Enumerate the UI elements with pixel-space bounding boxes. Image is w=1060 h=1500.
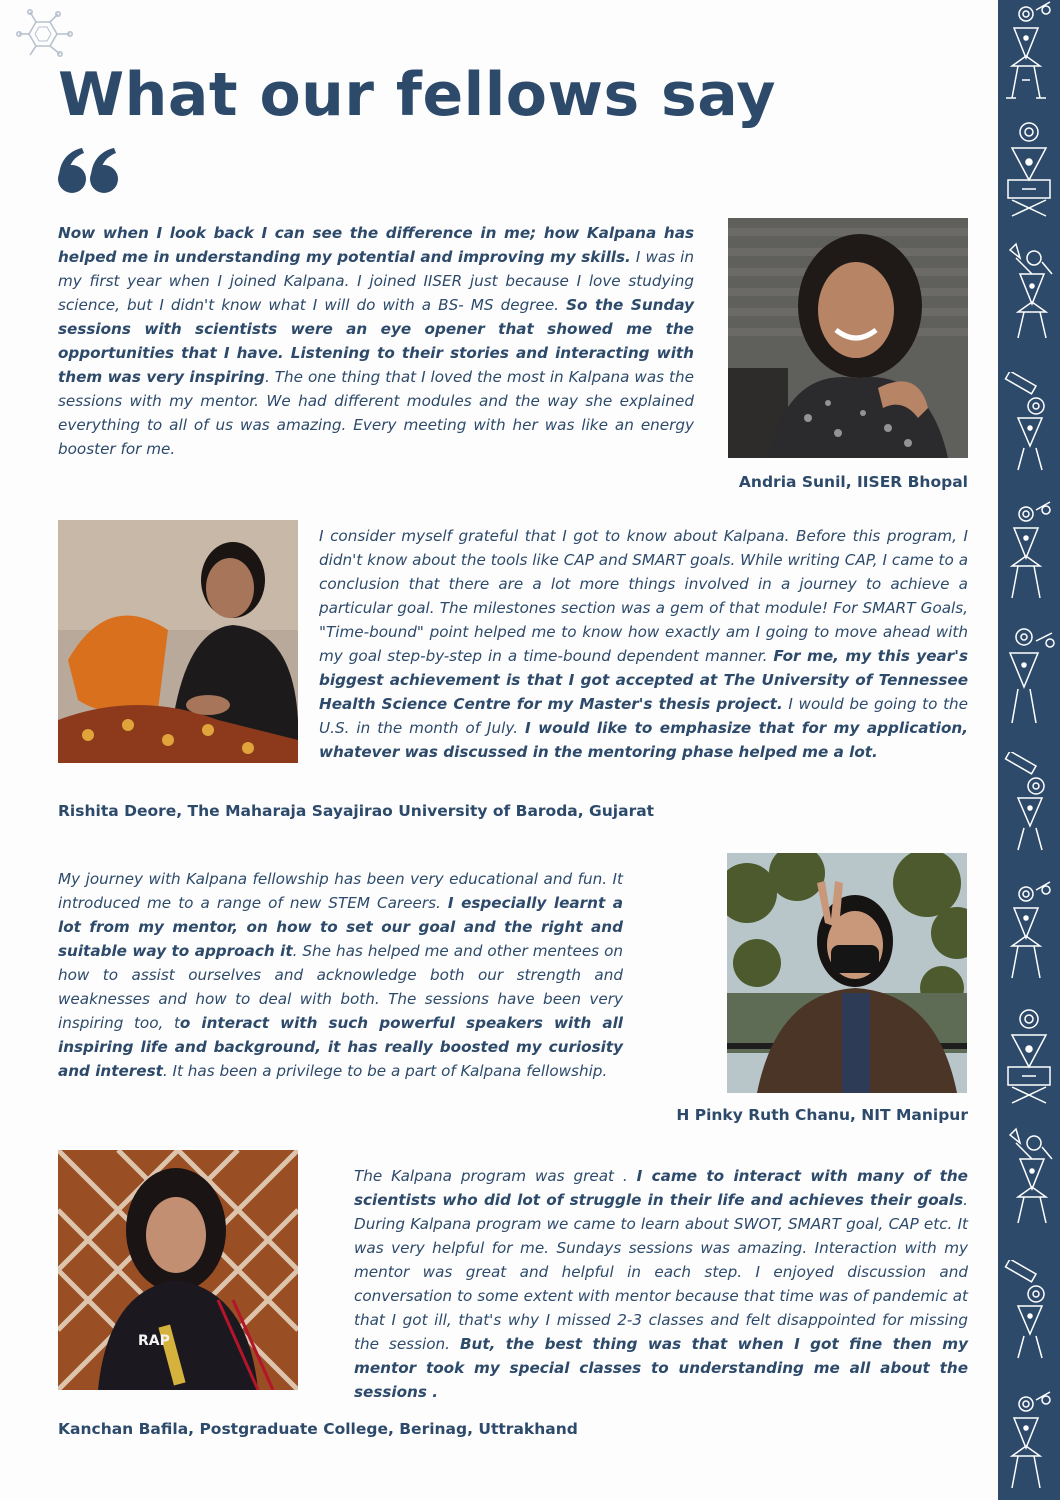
body-text: . It has been a privilege to be a part of Kalpana fellowship. bbox=[162, 1062, 608, 1080]
body-text: . She has helped me and other mentees on how to assist ourselves and acknowledge both our strength and weaknesses and how to deal with both. The sessions have been very inspiring too, t bbox=[58, 942, 623, 1032]
page-title: What our fellows say bbox=[58, 60, 777, 130]
fellow-photo bbox=[58, 520, 298, 763]
scientist-figure-icon bbox=[1002, 0, 1056, 100]
molecule-icon bbox=[16, 8, 76, 58]
body-text: . During Kalpana program we came to learn about SWOT, SMART goal, CAP etc. It was very helpful for me. Sundays sessions was amazing. Interaction with my mentor was great and helpful in each step. I enjoyed discussion and conversation to some extent with mentor because that time was of pandemic at that I got ill, that's why I missed 2-3 classes and felt disappointed for missing the session. bbox=[354, 1191, 968, 1353]
fellow-photo bbox=[728, 218, 968, 458]
quote-icon bbox=[58, 148, 120, 194]
fellow-name: Andria Sunil, IISER Bhopal bbox=[738, 473, 968, 491]
emphasis-text: I came to interact with many of the scientists who did lot of struggle in their life and achieves their goals bbox=[354, 1167, 968, 1209]
body-text: I would be going to the U.S. in the month of July. bbox=[319, 695, 968, 737]
fellow-photo bbox=[727, 853, 967, 1093]
scientist-figure-icon bbox=[1002, 1125, 1056, 1225]
body-text: I consider myself grateful that I got to know about Kalpana. Before this program, I didn't know about the tools like CAP and SMART goals. While writing CAP, I came to a conclusion that there are a lot more things involved in a journey to achieve a particular goal. The milestones section was a gem of that module! For SMART Goals, "Time-bound" point helped me to know how exactly am I going to move ahead with my goal step-by-step in a time-bound dependent manner. bbox=[319, 527, 968, 665]
body-text: I was in my first year when I joined Kalpana. I joined IISER just because I love studying science, but I didn't know what I will do with a BS- MS degree. bbox=[58, 248, 694, 314]
emphasis-text: For me, my this year's biggest achievement is that I got accepted at The University of Tennessee Health Science Centre for my Master's thesis project. bbox=[319, 647, 968, 713]
decorative-sidebar bbox=[998, 0, 1060, 1500]
testimonial-text bbox=[58, 221, 694, 461]
scientist-figure-icon bbox=[1002, 1390, 1056, 1490]
fellow-photo bbox=[58, 1150, 298, 1390]
fellow-name: H Pinky Ruth Chanu, NIT Manipur bbox=[676, 1106, 968, 1124]
body-text: My journey with Kalpana fellowship has been very educational and fun. It introduced me to a range of new STEM Careers. bbox=[58, 870, 623, 912]
testimonial-text bbox=[354, 1164, 968, 1404]
fellow-name: Rishita Deore, The Maharaja Sayajirao University of Baroda, Gujarat bbox=[58, 802, 655, 820]
scientist-figure-icon bbox=[1002, 1260, 1056, 1360]
svg-text:RAP: RAP bbox=[138, 1333, 170, 1349]
scientist-figure-icon bbox=[1002, 752, 1056, 852]
body-text: The Kalpana program was great . bbox=[354, 1167, 637, 1185]
fellow-name: Kanchan Bafila, Postgraduate College, Berinag, Uttrakhand bbox=[58, 1420, 578, 1438]
emphasis-text: I especially learnt a lot from my mentor, on how to set our goal and the right and suitable way to approach it bbox=[58, 894, 623, 960]
scientist-figure-icon bbox=[1002, 1005, 1056, 1105]
testimonial-text bbox=[319, 524, 968, 764]
scientist-figure-icon bbox=[1002, 240, 1056, 340]
emphasis-text: Now when I look back I can see the difference in me; how Kalpana has helped me in understanding my potential and improving my skills. bbox=[58, 224, 694, 266]
scientist-figure-icon bbox=[1002, 372, 1056, 472]
scientist-figure-icon bbox=[1002, 118, 1056, 218]
testimonial-text bbox=[58, 867, 623, 1083]
emphasis-text: So the Sunday sessions with scientists were an eye opener that showed me the opportunities that I have. Listening to their stories and interacting with them was very inspiring bbox=[58, 296, 695, 386]
emphasis-text: I would like to emphasize that for my application, whatever was discussed in the mentoring phase helped me a lot. bbox=[319, 719, 968, 761]
scientist-figure-icon bbox=[1002, 880, 1056, 980]
body-text: . The one thing that I loved the most in Kalpana was the sessions with my mentor. We had different modules and the way she explained everything to all of us was amazing. Every meeting with her was like an energy booster for me. bbox=[58, 368, 694, 458]
scientist-figure-icon bbox=[1002, 500, 1056, 600]
scientist-figure-icon bbox=[1002, 625, 1056, 725]
emphasis-text: But, the best thing was that when I got fine then my mentor took my special classes to understanding me all about the sessions . bbox=[354, 1335, 968, 1401]
emphasis-text: o interact with such powerful speakers with all inspiring life and background, it has really boosted my curiosity and interest bbox=[58, 1014, 623, 1080]
